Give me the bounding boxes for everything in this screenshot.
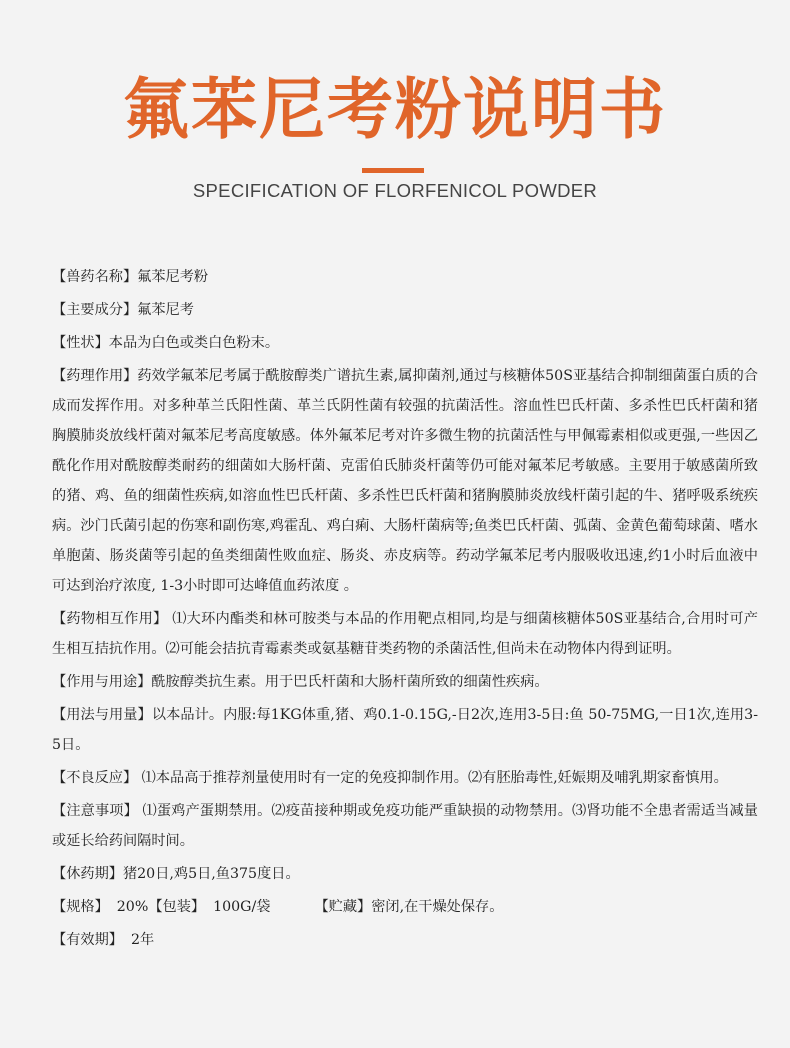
validity-label: 【有效期】 — [52, 932, 123, 948]
section-label: 【休药期】 — [52, 866, 123, 882]
section-text: 猪20日,鸡5日,鱼375度日。 — [122, 866, 300, 882]
page-subtitle: SPECIFICATION OF FLORFENICOL POWDER — [192, 180, 598, 201]
spec-pack-storage-row — [52, 892, 758, 922]
section-text: ⑴大环内酯类和林可胺类与本品的作用靶点相同,均是与细菌核糖体50S亚基结合,合用时可产生相互拮抗作用。⑵可能会拮抗青霉素类或氨基糖苷类药物的杀菌活性,但尚未在动物体内得到证明。 — [52, 611, 758, 657]
section-label: 【兽药名称】 — [52, 269, 138, 285]
section-text: ⑴本品高于推荐剂量使用时有一定的免疫抑制作用。⑵有胚胎毒性,妊娠期及哺乳期家畜慎用。 — [137, 770, 728, 786]
section-text: 酰胺醇类抗生素。用于巴氏杆菌和大肠杆菌所致的细菌性疾病。 — [151, 674, 549, 690]
spec-value: 20% — [116, 899, 149, 915]
storage-value: 密闭,在干燥处保存。 — [371, 899, 504, 915]
pack-label: 【包装】 — [148, 899, 206, 915]
section-pharmacology — [52, 361, 758, 601]
section-precautions — [52, 796, 758, 856]
section-label: 【主要成分】 — [52, 302, 138, 318]
section-interactions — [52, 604, 758, 664]
section-label: 【不良反应】 — [52, 770, 138, 786]
section-validity — [52, 925, 758, 955]
section-label: 【药理作用】 — [52, 368, 138, 384]
section-label: 【药物相互作用】 — [52, 611, 168, 627]
section-label: 【作用与用途】 — [52, 674, 152, 690]
section-drug-name — [52, 262, 758, 292]
section-label: 【注意事项】 — [52, 803, 138, 819]
section-text: ⑴蛋鸡产蛋期禁用。⑵疫苗接种期或免疫功能严重缺损的动物禁用。⑶肾功能不全患者需适当减量或延长给药间隔时间。 — [52, 803, 758, 849]
section-text: 本品为白色或类白色粉末。 — [108, 335, 280, 351]
section-text: 氟苯尼考 — [137, 302, 194, 318]
section-withdrawal-period — [52, 859, 758, 889]
section-label: 【性状】 — [52, 335, 109, 351]
pack-value: 100G/袋 — [213, 899, 271, 915]
storage-label: 【贮藏】 — [314, 899, 372, 915]
spec-body — [52, 262, 758, 958]
title-divider — [362, 168, 424, 173]
section-dosage — [52, 700, 758, 760]
section-appearance — [52, 328, 758, 358]
section-text: 氟苯尼考粉 — [137, 269, 209, 285]
section-text: 以本品计。内服:每1KG体重,猪、鸡0.1-0.15G,-日2次,连用3-5日:鱼 50-75MG,一日1次,连用3-5日。 — [52, 707, 758, 753]
section-label: 【用法与用量】 — [52, 707, 152, 723]
section-ingredients — [52, 295, 758, 325]
validity-value: 2年 — [130, 932, 155, 948]
section-adverse-reactions — [52, 763, 758, 793]
section-indications — [52, 667, 758, 697]
section-text: 药效学氟苯尼考属于酰胺醇类广谱抗生素,属抑菌剂,通过与核糖体50S亚基结合抑制细菌蛋白质的合成而发挥作用。对多种革兰氏阳性菌、革兰氏阴性菌有较强的抗菌活性。溶血性巴氏杆菌、多杀性巴氏杆菌和猪胸膜肺炎放线杆菌对氟苯尼考高度敏感。体外氟苯尼考对许多微生物的抗菌活性与甲佩霉素相似或更强,一些因乙酰化作用对酰胺醇类耐药的细菌如大肠杆菌、克雷伯氏肺炎杆菌等仍可能对氟苯尼考敏感。主要用于敏感菌所致的猪、鸡、鱼的细菌性疾病,如溶血性巴氏杆菌、多杀性巴氏杆菌和猪胸膜肺炎放线杆菌引起的牛、猪呼吸系统疾病。沙门氏菌引起的伤寒和副伤寒,鸡霍乱、鸡白痢、大肠杆菌病等;鱼类巴氏杆菌、弧菌、金黄色葡萄球菌、嗜水单胞菌、肠炎菌等引起的鱼类细菌性败血症、肠炎、赤皮病等。药动学氟苯尼考内服吸收迅速,约1小时后血液中可达到治疗浓度, 1-3小时即可达峰值血药浓度 。 — [52, 368, 758, 594]
spec-label: 【规格】 — [52, 899, 109, 915]
page-title: 氟苯尼考粉说明书 — [123, 71, 667, 148]
